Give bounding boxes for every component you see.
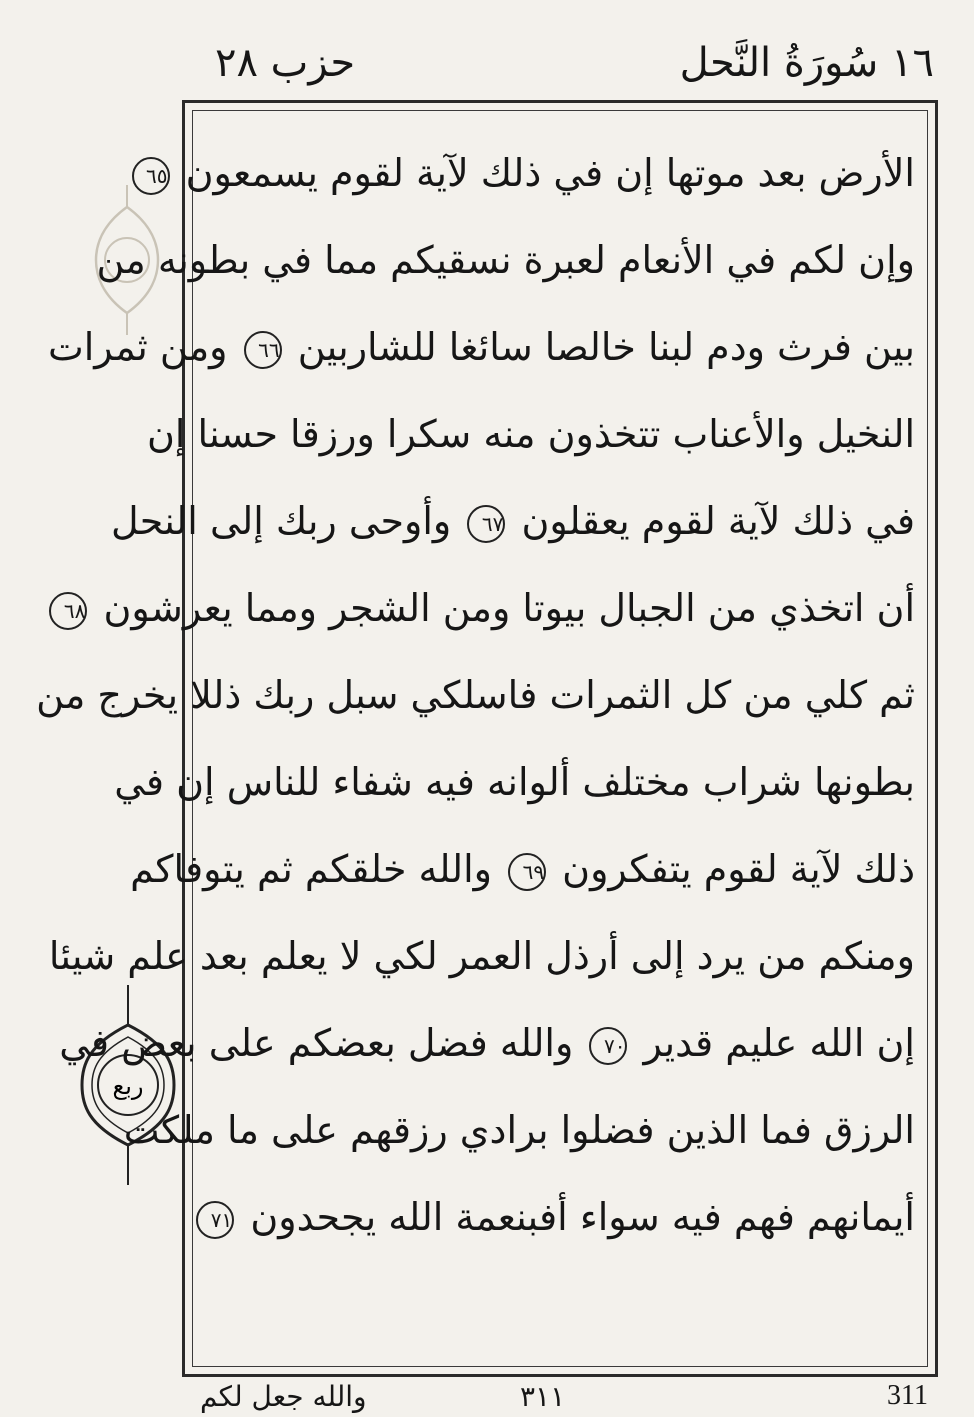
- hizb-label: حزب ٢٨: [215, 40, 356, 86]
- verse-number-marker: ٦٨: [49, 592, 87, 630]
- text-line: ذلك لآية لقوم يتفكرون ٦٩ والله خلقكم ثم يتوفاكم: [130, 847, 915, 891]
- text-line: الرزق فما الذين فضلوا برادي رزقهم على ما ملكت: [123, 1108, 915, 1152]
- page-footer: [0, 1380, 974, 1417]
- verse-number-marker: ٦٧: [467, 505, 505, 543]
- catchword: والله جعل لكم: [200, 1380, 367, 1413]
- text-line: أن اتخذي من الجبال بيوتا ومن الشجر ومما يعرشون ٦٨: [205, 565, 915, 652]
- text-line: إن الله عليم قدير ٧٠ والله فضل بعضكم على بعض في: [59, 1021, 915, 1065]
- verse-number-marker: ٦٩: [508, 853, 546, 891]
- page-header: [0, 40, 974, 96]
- text-line: ثم كلي من كل الثمرات فاسلكي سبل ربك ذللا يخرج من: [36, 673, 915, 717]
- text-line: في ذلك لآية لقوم يعقلون ٦٧ وأوحى ربك إلى النحل: [110, 499, 915, 543]
- text-line: الأرض بعد موتها إن في ذلك لآية لقوم يسمعون ٦٥: [205, 130, 915, 217]
- page-number-latin: 311: [887, 1380, 928, 1411]
- text-line: وإن لكم في الأنعام لعبرة نسقيكم مما في بطونه من: [96, 238, 915, 282]
- verse-number-marker: ٦٦: [244, 331, 282, 369]
- verse-number-marker: ٧١: [196, 1201, 234, 1239]
- page-number-arabic: ٣١١: [520, 1380, 566, 1413]
- verse-number-marker: ٧٠: [589, 1027, 627, 1065]
- verse-number-marker: ٦٥: [132, 157, 170, 195]
- text-line: بين فرث ودم لبنا خالصا سائغا للشاربين ٦٦ ومن ثمرات: [47, 325, 915, 369]
- rub-label: ربع: [112, 1072, 144, 1100]
- surah-title: ١٦ سُورَةُ النَّحل: [679, 40, 934, 86]
- text-line: ومنكم من يرد إلى أرذل العمر لكي لا يعلم بعد علم شيئا: [48, 934, 915, 978]
- text-line: النخيل والأعناب تتخذون منه سكرا ورزقا حسنا إن: [146, 412, 915, 456]
- text-line: بطونها شراب مختلف ألوانه فيه شفاء للناس إن في: [114, 760, 915, 804]
- text-line: أيمانهم فهم فيه سواء أفبنعمة الله يجحدون ٧١: [205, 1174, 915, 1261]
